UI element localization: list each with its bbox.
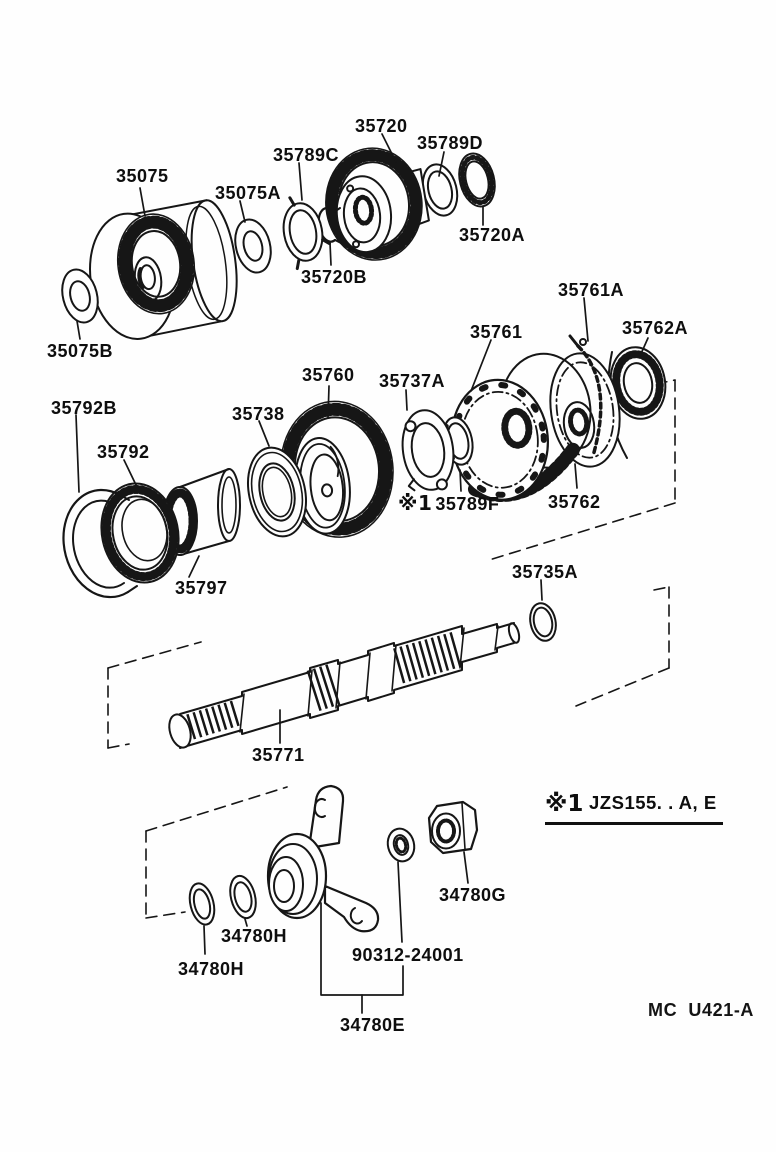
part-label-35761A: 35761A: [558, 280, 625, 300]
part-label-35792: 35792: [97, 442, 150, 462]
part-label-35762: 35762: [548, 492, 601, 512]
part-drawing-35720A: [454, 150, 500, 211]
part-label-90312-24001: 90312-24001: [352, 945, 464, 965]
part-label-35789D: 35789D: [417, 133, 484, 153]
part-label-35735A: 35735A: [512, 562, 579, 582]
part-label-35789F: ※1 35789F: [398, 491, 500, 515]
part-drawing-34780H-2: [226, 873, 260, 921]
part-label-35797: 35797: [175, 578, 228, 598]
part-drawing-35735A: [527, 601, 559, 643]
part-label-35760: 35760: [302, 365, 355, 385]
note-applicability-text: JZS155. . A, E: [589, 792, 717, 813]
figure-code: MC U421-A: [648, 1000, 755, 1020]
part-drawing-34780E: [268, 786, 378, 931]
part-label-34780E: 34780E: [340, 1015, 406, 1035]
part-label-35761: 35761: [470, 322, 523, 342]
part-label-34780G: 34780G: [439, 885, 507, 905]
part-label-35075: 35075: [116, 166, 169, 186]
part-label-34780H-upper: 34780H: [221, 926, 288, 946]
part-label-35075A: 35075A: [215, 183, 282, 203]
part-drawing-34780H-1: [186, 881, 218, 927]
applicability-note: [545, 791, 723, 825]
part-label-35738: 35738: [232, 404, 285, 424]
part-label-35720: 35720: [355, 116, 408, 136]
part-drawing-35771: [166, 622, 521, 750]
part-label-35720A: 35720A: [459, 225, 526, 245]
part-label-35720B: 35720B: [301, 267, 368, 287]
part-drawing-35789C: [278, 192, 333, 269]
note-marker-icon: ※1: [545, 791, 584, 817]
part-drawing-34780G: [429, 802, 477, 853]
part-label-35789C: 35789C: [273, 145, 340, 165]
note-ref-icon: ※1: [398, 491, 433, 515]
part-label-35075B: 35075B: [47, 341, 114, 361]
part-label-35762A: 35762A: [622, 318, 689, 338]
part-drawing-90312-24001: [384, 826, 417, 864]
part-label-35792B: 35792B: [51, 398, 118, 418]
part-label-34780H-lower: 34780H: [178, 959, 245, 979]
part-drawing-35075: [82, 197, 244, 344]
part-label-35771: 35771: [252, 745, 305, 765]
part-label-35737A: 35737A: [379, 371, 446, 391]
